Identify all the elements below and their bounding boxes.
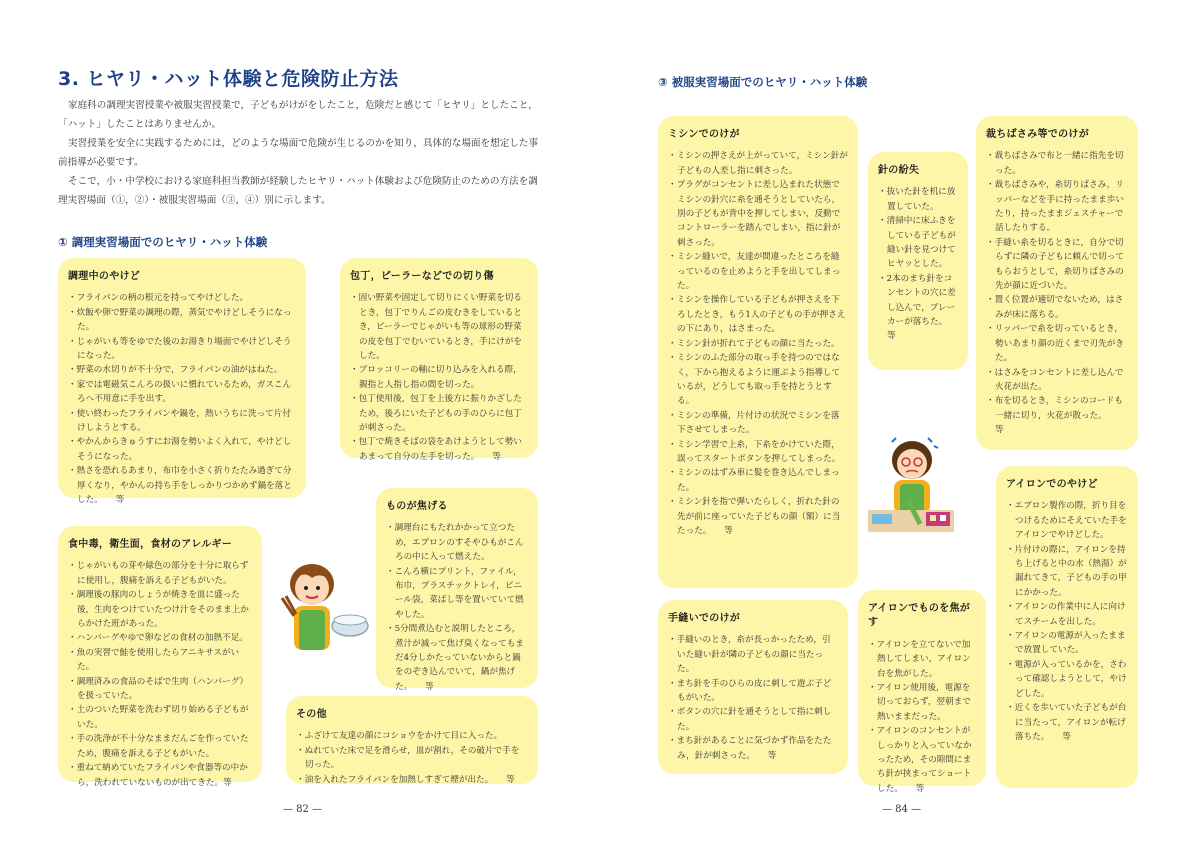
bubble-list-item: ・ 包丁使用後，包丁を上後方に振りかざしたため，後ろにいた子どもの手のひらに包丁が刺さった。 xyxy=(350,392,528,435)
bubble-list-item: ・ フライパンの柄の根元を持ってやけどした。 xyxy=(68,291,296,305)
bubble-title: 食中毒，衛生面，食材のアレルギー xyxy=(68,539,233,550)
bubble-list-item: ・ はさみをコンセントに差し込んで火花が出た。 xyxy=(986,366,1128,395)
bubble-list-item: ・ 近くを歩いていた子どもが台に当たって，アイロンが転げ落ちた。 等 xyxy=(1006,701,1128,744)
bubble-list-item: ・ 手縫い糸を切るときに，自分で切らずに隣の子どもに頼んで切ってもらおうとして，糸切りばさみの先が顔に近づいた。 xyxy=(986,236,1128,294)
bubble-list-item: ・ ミシン針が折れて子どもの顔に当たった。 xyxy=(668,337,848,351)
bubble-list-item: ・ ぬれていた床で足を滑らせ，皿が割れ，その破片で手を切った。 xyxy=(296,744,528,773)
bubble-list-item: ・ 固い野菜や固定して切りにくい野菜を切るとき，包丁でりんごの皮むきをしているとき，ピーラーでじゃがいも等の球形の野菜の皮を包丁でむいているとき，手にけがをした。 xyxy=(350,291,528,363)
bubble-list-item: ・ 重ねて納めていたフライパンや食器等の中から，洗われていないものが出てきた。等 xyxy=(68,761,252,790)
bubble-list-item: ・ 包丁で焼きそばの袋をあけようとして勢いあまって自分の左手を切った。 等 xyxy=(350,435,528,464)
bubble-cooking-burn xyxy=(58,258,306,506)
bubble-title: 手縫いでのけが xyxy=(668,613,741,624)
bubble-list-item: ・ 裁ちばさみや，糸切りばさみ，リッパーなどを手に持ったまま歩いたり，持ったままジェスチャーで話したりする。 xyxy=(986,178,1128,236)
bubble-needle-lost xyxy=(868,152,968,370)
bubble-title: 調理中のやけど xyxy=(68,271,141,282)
bubble-title: アイロンでものを焦がす xyxy=(868,603,971,629)
intro-paragraph: そこで，小・中学校における家庭科担当教師が経験したヒヤリ・ハット体験および危険防止のための方法を調理実習場面（①，②）・被服実習場面（③，④）別に示します。 xyxy=(58,176,538,206)
bubble-list-item: ・ 調理後の豚肉のしょうが焼きを皿に盛った後，生肉をつけていたつけ汁をそのまま上からかけた班があった。 xyxy=(68,588,252,631)
teacher-sewing-illustration xyxy=(868,432,954,542)
bubble-list-item: ・ 2本のまち針をコンセントの穴に差し込んで，ブレーカーが落ちた。 等 xyxy=(878,272,958,344)
right-page xyxy=(600,0,1200,846)
bubble-list-item: ・ こんろ横にプリント，ファイル，布巾，プラスチックトレイ，ビニール袋，菜ばし等を置いていて燃やした。 xyxy=(386,565,528,623)
bubble-list-item: ・ 魚の実習で鮭を使用したらアニキサスがいた。 xyxy=(68,646,252,675)
bubble-list-item: ・ アイロンを立てないで加熱してしまい，アイロン台を焦がした。 xyxy=(868,638,976,681)
bubble-list-item: ・ アイロンのコンセントがしっかりと入っていなかったため，その隙間にまち針が挟まってショートした。 等 xyxy=(868,724,976,796)
bubble-list-item: ・ 片付けの際に，アイロンを持ち上げると中の水（熱湯）が漏れてきて，子どもの手の甲にかかった。 xyxy=(1006,543,1128,601)
bubble-list-item: ・ 布を切るとき，ミシンのコードも一緒に切り，火花が散った。 等 xyxy=(986,394,1128,437)
bubble-list-item: ・ 手の洗浄が不十分なままだんごを作っていたため，腹痛を訴える子どもがいた。 xyxy=(68,732,252,761)
bubble-list-item: ・ 熱さを恐れるあまり，布巾を小さく折りたたみ過ぎて分厚くなり，やかんの持ち手をしっかりつかめず鍋を落とした。 等 xyxy=(68,464,296,507)
bubble-list-item: ・ まち針を手のひらの皮に刺して遊ぶ子どもがいた。 xyxy=(668,677,838,706)
bubble-title: 裁ちばさみ等でのけが xyxy=(986,129,1089,140)
bubble-other xyxy=(286,696,538,784)
bubble-list-item: ・ ボタンの穴に針を通そうとして指に刺した。 xyxy=(668,705,838,734)
bubble-list-item: ・ ミシンのふた部分の取っ手を持つのではなく，下から抱えるように運ぶよう指導しているが，どうしても取っ手を持とうとする。 xyxy=(668,351,848,409)
bubble-iron-scorch xyxy=(858,590,986,794)
bubble-list xyxy=(668,633,838,763)
bubble-list xyxy=(878,185,961,343)
bubble-list-item: ・ ミシン縫いで，友達が間違ったところを縫っているのを止めようと手を出してしまった。 xyxy=(668,250,848,293)
bubble-scissors xyxy=(976,116,1138,450)
bubble-list-item: ・ アイロンの作業中に人に向けてスチームを出した。 xyxy=(1006,600,1128,629)
bubble-list-item: ・ プラグがコンセントに差し込まれた状態でミシンの針穴に糸を通そうとしていたら，別の子どもが背中を押してしまい，反動でコントローラーを踏んでしまい，指に針が刺さった。 xyxy=(668,178,848,250)
bubble-list-item: ・ ミシン学習で上糸，下糸をかけていた際，誤ってスタートボタンを押してしまった。 xyxy=(668,438,848,467)
bubble-list-item: ・ リッパーで糸を切っているとき，勢いあまり顔の近くまで刃先がきた。 xyxy=(986,322,1128,365)
bubble-list xyxy=(68,291,296,507)
boy-cooking-illustration xyxy=(276,558,372,658)
bubble-scorch xyxy=(376,488,538,692)
bubble-list-item: ・ ミシンの準備，片付けの状況でミシンを落下させてしまった。 xyxy=(668,409,848,438)
bubble-list-item: ・ 裁ちばさみで布と一緒に指先を切った。 xyxy=(986,149,1128,178)
bubble-list-item: ・ 油を入れたフライパンを加熱しすぎて煙が出た。 等 xyxy=(296,773,528,787)
bubble-list-item: ・ 使い終わったフライパンや鍋を，熱いうちに洗って片付けしようとする。 xyxy=(68,407,296,436)
bubble-list-item: ・ ふざけて友達の顔にコショウをかけて目に入った。 xyxy=(296,729,528,743)
bubble-title: アイロンでのやけど xyxy=(1006,479,1098,490)
intro-paragraph: 実習授業を安全に実践するためには，どのような場面で危険が生じるのかを知り，具体的な場面を想定した事前指導が必要です。 xyxy=(58,138,539,168)
bubble-list-item: ・ 清掃中に床ふきをしている子どもが縫い針を見つけてヒヤッとした。 xyxy=(878,214,958,272)
bubble-sewing-machine xyxy=(658,116,858,588)
bubble-list-item: ・ まち針があることに気づかず作品をたたみ，針が刺さった。 等 xyxy=(668,734,838,763)
bubble-knife-cut xyxy=(340,258,538,462)
bubble-list-item: ・ アイロンの電源が入ったままで放置していた。 xyxy=(1006,629,1128,658)
bubble-title: その他 xyxy=(296,709,327,720)
bubble-list-item: ・ 電源が入っているかを，さわって確認しようとして，やけどした。 xyxy=(1006,658,1128,701)
bubble-list-item: ・ 野菜の水切りが不十分で，フライパンの油がはねた。 xyxy=(68,363,296,377)
bubble-list-item: ・ ハンバーグやゆで卵などの食材の加熱不足。 xyxy=(68,631,252,645)
bubble-list-item: ・ ミシンのはずみ車に髪を巻き込んでしまった。 xyxy=(668,466,848,495)
bubble-list-item: ・ ミシンの押さえが上がっていて，ミシン針が子どもの人差し指に刺さった。 xyxy=(668,149,848,178)
page-number: — 84 — xyxy=(882,804,922,815)
bubble-list-item: ・ 5分間煮込むと説明したところ，煮汁が減って焦げ臭くなってもまだ4分しかたっていないからと鍋をのぞき込んでいて，鍋が焦げた。 等 xyxy=(386,622,528,694)
bubble-iron-burn xyxy=(996,466,1138,788)
bubble-list-item: ・ 土のついた野菜を洗わず切り始める子どもがいた。 xyxy=(68,703,252,732)
bubble-title: ミシンでのけが xyxy=(668,129,740,140)
bubble-list xyxy=(68,559,252,790)
bubble-title: 包丁，ピーラーなどでの切り傷 xyxy=(350,271,494,282)
bubble-list-item: ・ じゃがいもの芽や緑色の部分を十分に取らずに使用し，腹痛を訴える子どもがいた。 xyxy=(68,559,252,588)
intro-text xyxy=(58,96,540,210)
intro-paragraph: 家庭科の調理実習授業や被服実習授業で，子どもがけがをしたこと，危険だと感じて「ヒヤリ」としたこと，「ハット」したことはありませんか。 xyxy=(58,100,538,130)
bubble-list-item: ・ アイロン使用後，電源を切っておらず，翌朝まで熱いままだった。 xyxy=(868,681,976,724)
bubble-list xyxy=(668,149,848,538)
bubble-list-item: ・ 家では電磁気こんろの扱いに慣れているため，ガスこんろへ不用意に手を出す。 xyxy=(68,378,296,407)
bubble-title: 針の紛失 xyxy=(878,165,920,176)
bubble-list-item: ・ ミシン針を指で弾いたらしく，折れた針の先が前に座っていた子どもの顔（額）に当たった。 等 xyxy=(668,495,848,538)
bubble-list xyxy=(868,638,976,796)
bubble-list xyxy=(350,291,528,464)
bubble-list-item: ・ 置く位置が適切でないため，はさみが床に落ちる。 xyxy=(986,293,1128,322)
bubble-list-item: ・ 調理済みの食品のそばで生肉（ハンバーグ）を扱っていた。 xyxy=(68,675,252,704)
page-title: 3. ヒヤリ・ハット体験と危険防止方法 xyxy=(58,68,399,90)
bubble-list-item: ・ じゃがいも等をゆでた後のお湯きり場面でやけどしそうになった。 xyxy=(68,335,296,364)
bubble-title: ものが焦げる xyxy=(386,501,448,512)
page-number: — 82 — xyxy=(283,804,323,815)
section-title-sewing: ③ 被服実習場面でのヒヤリ・ハット体験 xyxy=(658,75,868,89)
bubble-list-item: ・ ブロッコリーの軸に切り込みを入れる際，親指と人指し指の間を切った。 xyxy=(350,363,528,392)
bubble-list-item: ・ 炊飯や卵で野菜の調理の際，蒸気でやけどしそうになった。 xyxy=(68,306,296,335)
bubble-list-item: ・ 抜いた針を机に放置していた。 xyxy=(878,185,958,214)
bubble-list-item: ・ 調理台にもたれかかって立つため，エプロンのすそやひもがこんろの中に入って燃えた。 xyxy=(386,521,528,564)
bubble-hand-sewing xyxy=(658,600,848,774)
bubble-list xyxy=(1006,499,1128,744)
bubble-list-item: ・ ミシンを操作している子どもが押さえを下ろしたとき，もう1人の子どもの手が押さえの下にあり，はさまった。 xyxy=(668,293,848,336)
section-title-cooking: ① 調理実習場面でのヒヤリ・ハット体験 xyxy=(58,235,268,249)
bubble-list xyxy=(986,149,1128,437)
bubble-list xyxy=(386,521,528,694)
bubble-list-item: ・ 手縫いのとき，糸が長っかったため，引いた縫い針が隣の子どもの顔に当たった。 xyxy=(668,633,838,676)
bubble-food-hygiene xyxy=(58,526,262,788)
bubble-list-item: ・ エプロン製作の際，折り目をつけるためにそえていた手をアイロンでやけどした。 xyxy=(1006,499,1128,542)
bubble-list xyxy=(296,729,528,787)
bubble-list-item: ・ やかんからきゅうすにお湯を勢いよく入れて，やけどしそうになった。 xyxy=(68,435,296,464)
